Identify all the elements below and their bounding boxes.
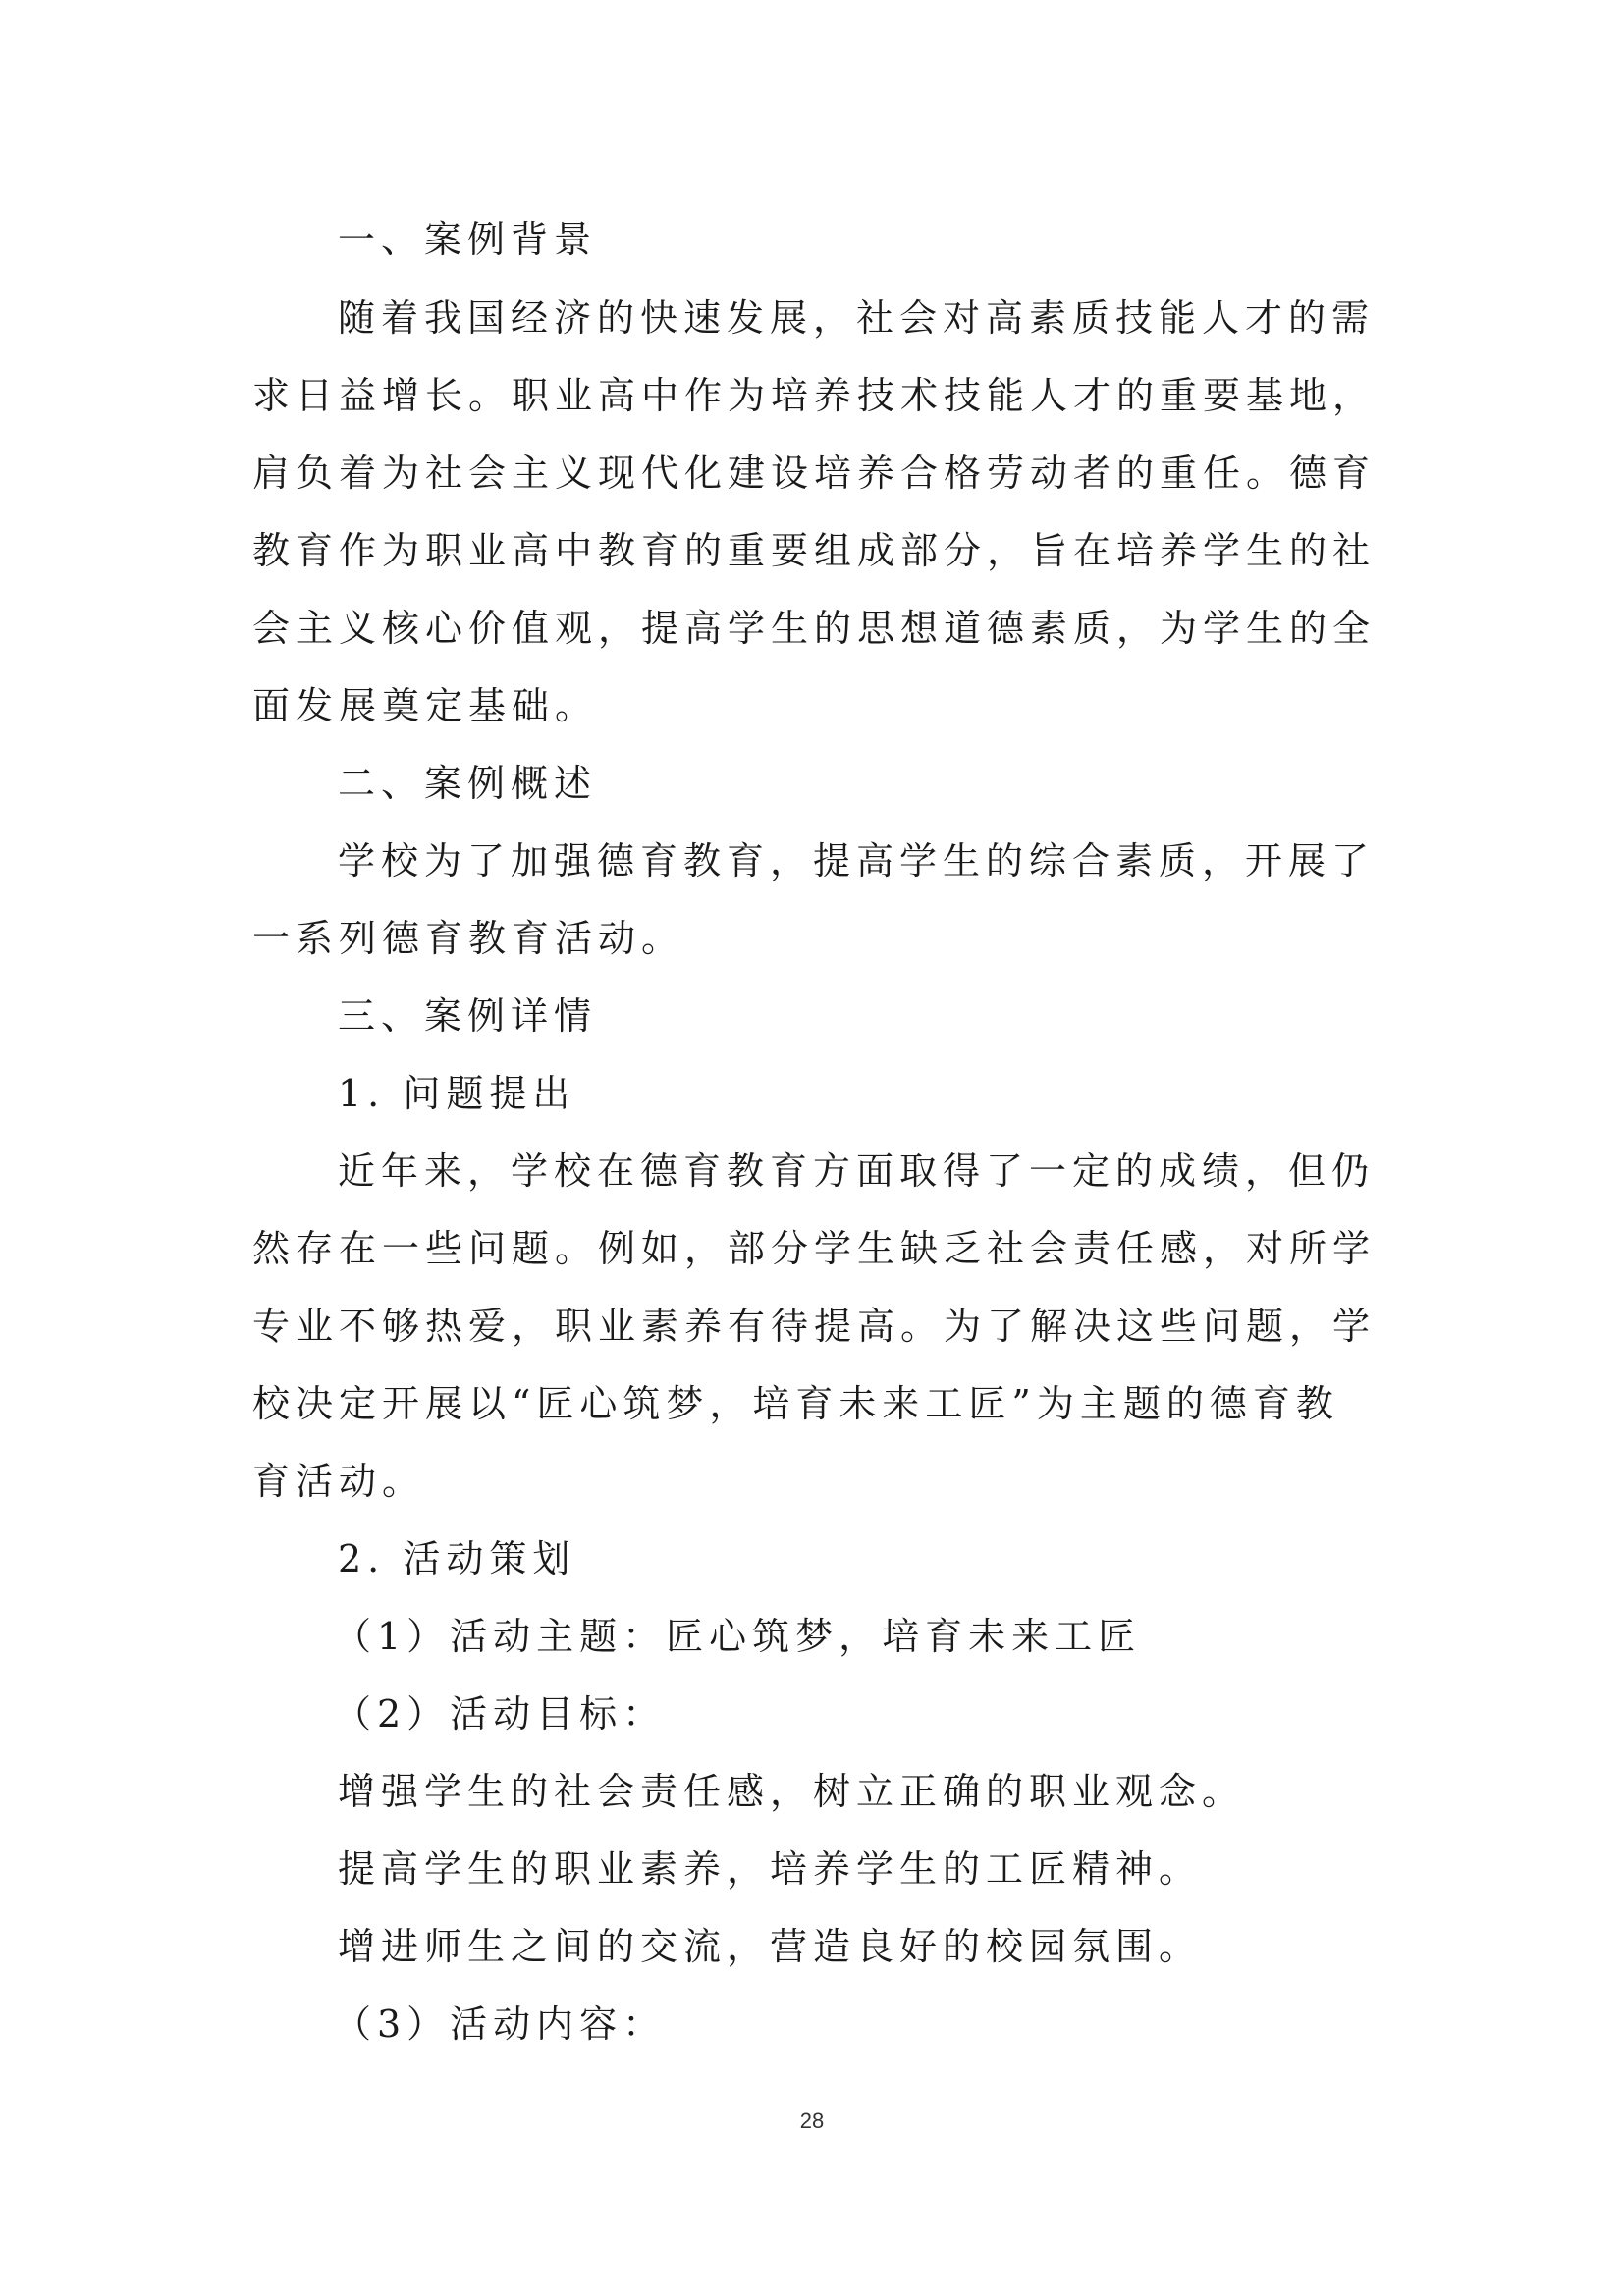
- paragraph-line: 育活动。: [252, 1460, 426, 1503]
- activity-goal-item: 提高学生的职业素养，培养学生的工匠精神。: [338, 1847, 1203, 1891]
- section-heading-overview: 二、案例概述: [338, 762, 598, 805]
- paragraph-line: 然存在一些问题。例如，部分学生缺乏社会责任感，对所学: [252, 1227, 1377, 1270]
- paragraph-line: 肩负着为社会主义现代化建设培养合格劳动者的重任。德育: [252, 452, 1377, 495]
- activity-theme: （1）活动主题：匠心筑梦，培育未来工匠: [334, 1615, 1142, 1658]
- paragraph-line: 随着我国经济的快速发展，社会对高素质技能人才的需: [338, 296, 1376, 340]
- paragraph-line: 教育作为职业高中教育的重要组成部分，旨在培养学生的社: [252, 529, 1377, 572]
- paragraph-line: 求日益增长。职业高中作为培养技术技能人才的重要基地，: [252, 374, 1377, 417]
- activity-goals-heading: （2）活动目标：: [334, 1692, 667, 1735]
- paragraph-line: 校决定开展以“匠心筑梦，培育未来工匠”为主题的德育教: [252, 1382, 1339, 1425]
- activity-goal-item: 增强学生的社会责任感，树立正确的职业观念。: [338, 1770, 1246, 1813]
- paragraph-line: 专业不够热爱，职业素养有待提高。为了解决这些问题，学: [252, 1305, 1377, 1348]
- subsection-heading-problem: 1. 问题提出: [338, 1072, 576, 1115]
- paragraph-line: 一系列德育教育活动。: [252, 917, 685, 960]
- paragraph-line: 会主义核心价值观，提高学生的思想道德素质，为学生的全: [252, 607, 1377, 650]
- section-heading-background: 一、案例背景: [338, 218, 598, 261]
- section-heading-details: 三、案例详情: [338, 994, 598, 1038]
- paragraph-line: 学校为了加强德育教育，提高学生的综合素质，开展了: [338, 839, 1376, 882]
- activity-goal-item: 增进师生之间的交流，营造良好的校园氛围。: [338, 1925, 1203, 1968]
- activity-content-heading: （3）活动内容：: [334, 2002, 667, 2046]
- paragraph-line: 面发展奠定基础。: [252, 684, 599, 727]
- paragraph-line: 近年来，学校在德育教育方面取得了一定的成绩，但仍: [338, 1149, 1376, 1193]
- subsection-heading-planning: 2. 活动策划: [338, 1537, 576, 1580]
- page-number: 28: [799, 2109, 825, 2133]
